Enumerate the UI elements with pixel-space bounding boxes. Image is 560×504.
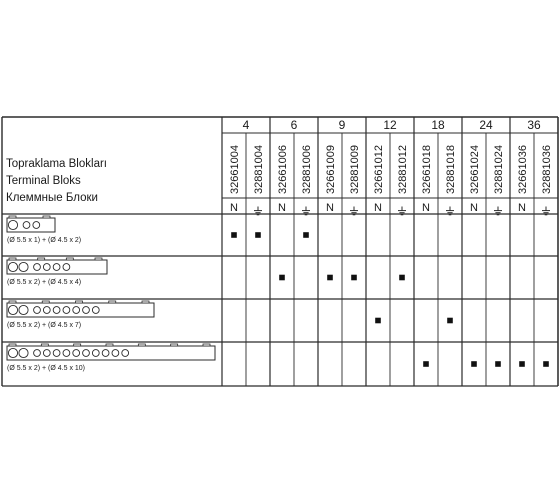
small-hole bbox=[43, 307, 50, 314]
hole-spec-caption: (Ø 5.5 x 2) + (Ø 4.5 x 7) bbox=[7, 322, 82, 329]
small-hole bbox=[63, 307, 70, 314]
table-body bbox=[7, 216, 549, 372]
column-size-label: 9 bbox=[338, 118, 346, 132]
large-hole bbox=[8, 348, 17, 357]
availability-mark bbox=[279, 275, 285, 281]
title-line-tr: Topraklama Blokları bbox=[6, 158, 107, 170]
availability-mark bbox=[351, 275, 357, 281]
terminal-block-tab bbox=[74, 344, 81, 346]
terminal-block-drawing bbox=[7, 301, 154, 317]
neutral-label: N bbox=[278, 202, 286, 214]
terminal-block-tab bbox=[9, 344, 16, 346]
terminal-block-tab bbox=[95, 258, 102, 260]
part-number: 32661006 bbox=[277, 145, 289, 194]
small-hole bbox=[73, 350, 80, 357]
terminal-block-tab bbox=[9, 301, 16, 303]
part-number: 32881004 bbox=[253, 145, 265, 194]
availability-mark bbox=[447, 318, 453, 324]
terminal-block-tab bbox=[142, 301, 149, 303]
neutral-label: N bbox=[326, 202, 334, 214]
large-hole bbox=[19, 262, 28, 271]
hole-spec-caption: (Ø 5.5 x 2) + (Ø 4.5 x 4) bbox=[7, 279, 82, 286]
terminal-block-drawing bbox=[7, 344, 215, 360]
terminal-block-tab bbox=[66, 258, 73, 260]
title-line-ru: Клеммные Блоки bbox=[6, 192, 98, 204]
availability-mark bbox=[519, 361, 525, 367]
neutral-label: N bbox=[422, 202, 430, 214]
availability-mark bbox=[423, 361, 429, 367]
part-number: 32881006 bbox=[301, 145, 313, 194]
part-number: 32881012 bbox=[397, 145, 409, 194]
part-number: 32881024 bbox=[493, 145, 505, 194]
small-hole bbox=[34, 307, 41, 314]
part-number: 32881036 bbox=[541, 145, 553, 194]
small-hole bbox=[43, 350, 50, 357]
terminal-block-tab bbox=[106, 344, 113, 346]
terminal-block-drawing bbox=[7, 258, 107, 274]
terminal-block-tab bbox=[9, 216, 16, 218]
small-hole bbox=[34, 350, 41, 357]
small-hole bbox=[112, 350, 119, 357]
availability-mark bbox=[399, 275, 405, 281]
neutral-label: N bbox=[374, 202, 382, 214]
small-hole bbox=[73, 307, 80, 314]
small-hole bbox=[34, 264, 41, 271]
large-hole bbox=[19, 305, 28, 314]
availability-mark bbox=[543, 361, 549, 367]
availability-mark bbox=[495, 361, 501, 367]
terminal-block-tab bbox=[76, 301, 83, 303]
column-size-label: 4 bbox=[242, 118, 250, 132]
small-hole bbox=[63, 350, 70, 357]
column-size-label: 12 bbox=[383, 118, 397, 132]
part-number: 32661018 bbox=[421, 145, 433, 194]
hole-spec-caption: (Ø 5.5 x 2) + (Ø 4.5 x 10) bbox=[7, 365, 86, 372]
column-size-label: 18 bbox=[431, 118, 445, 132]
terminal-block-tab bbox=[171, 344, 178, 346]
part-number: 32661012 bbox=[373, 145, 385, 194]
small-hole bbox=[122, 350, 129, 357]
availability-mark bbox=[327, 275, 333, 281]
neutral-label: N bbox=[230, 202, 238, 214]
small-hole bbox=[33, 222, 40, 229]
small-hole bbox=[92, 307, 99, 314]
terminal-block-tab bbox=[109, 301, 116, 303]
small-hole bbox=[83, 350, 90, 357]
large-hole bbox=[8, 262, 17, 271]
large-hole bbox=[8, 220, 17, 229]
large-hole bbox=[8, 305, 17, 314]
small-hole bbox=[43, 264, 50, 271]
small-hole bbox=[53, 350, 60, 357]
terminal-block-tab bbox=[42, 301, 49, 303]
title-line-en: Terminal Bloks bbox=[6, 175, 81, 187]
small-hole bbox=[53, 264, 60, 271]
availability-mark bbox=[255, 232, 261, 238]
terminal-block-tab bbox=[9, 258, 16, 260]
small-hole bbox=[102, 350, 109, 357]
availability-mark bbox=[471, 361, 477, 367]
small-hole bbox=[23, 222, 30, 229]
terminal-block-bar bbox=[7, 303, 154, 317]
small-hole bbox=[83, 307, 90, 314]
column-size-label: 36 bbox=[527, 118, 541, 132]
neutral-label: N bbox=[470, 202, 478, 214]
part-number: 32661004 bbox=[229, 145, 241, 194]
part-number: 32881009 bbox=[349, 145, 361, 194]
terminal-block-drawing bbox=[7, 216, 55, 232]
small-hole bbox=[53, 307, 60, 314]
part-number: 32661036 bbox=[517, 145, 529, 194]
small-hole bbox=[63, 264, 70, 271]
terminal-block-tab bbox=[138, 344, 145, 346]
column-size-label: 6 bbox=[290, 118, 298, 132]
terminal-block-tab bbox=[38, 258, 45, 260]
terminal-block-tab bbox=[41, 344, 48, 346]
availability-mark bbox=[231, 232, 237, 238]
hole-spec-caption: (Ø 5.5 x 1) + (Ø 4.5 x 2) bbox=[7, 237, 82, 244]
large-hole bbox=[19, 348, 28, 357]
part-number: 32661009 bbox=[325, 145, 337, 194]
neutral-label: N bbox=[518, 202, 526, 214]
part-number: 32881018 bbox=[445, 145, 457, 194]
availability-mark bbox=[303, 232, 309, 238]
column-size-label: 24 bbox=[479, 118, 493, 132]
table-header bbox=[6, 158, 107, 204]
terminal-block-tab bbox=[203, 344, 210, 346]
part-number: 32661024 bbox=[469, 145, 481, 194]
terminal-block-tab bbox=[43, 216, 50, 218]
small-hole bbox=[92, 350, 99, 357]
availability-mark bbox=[375, 318, 381, 324]
